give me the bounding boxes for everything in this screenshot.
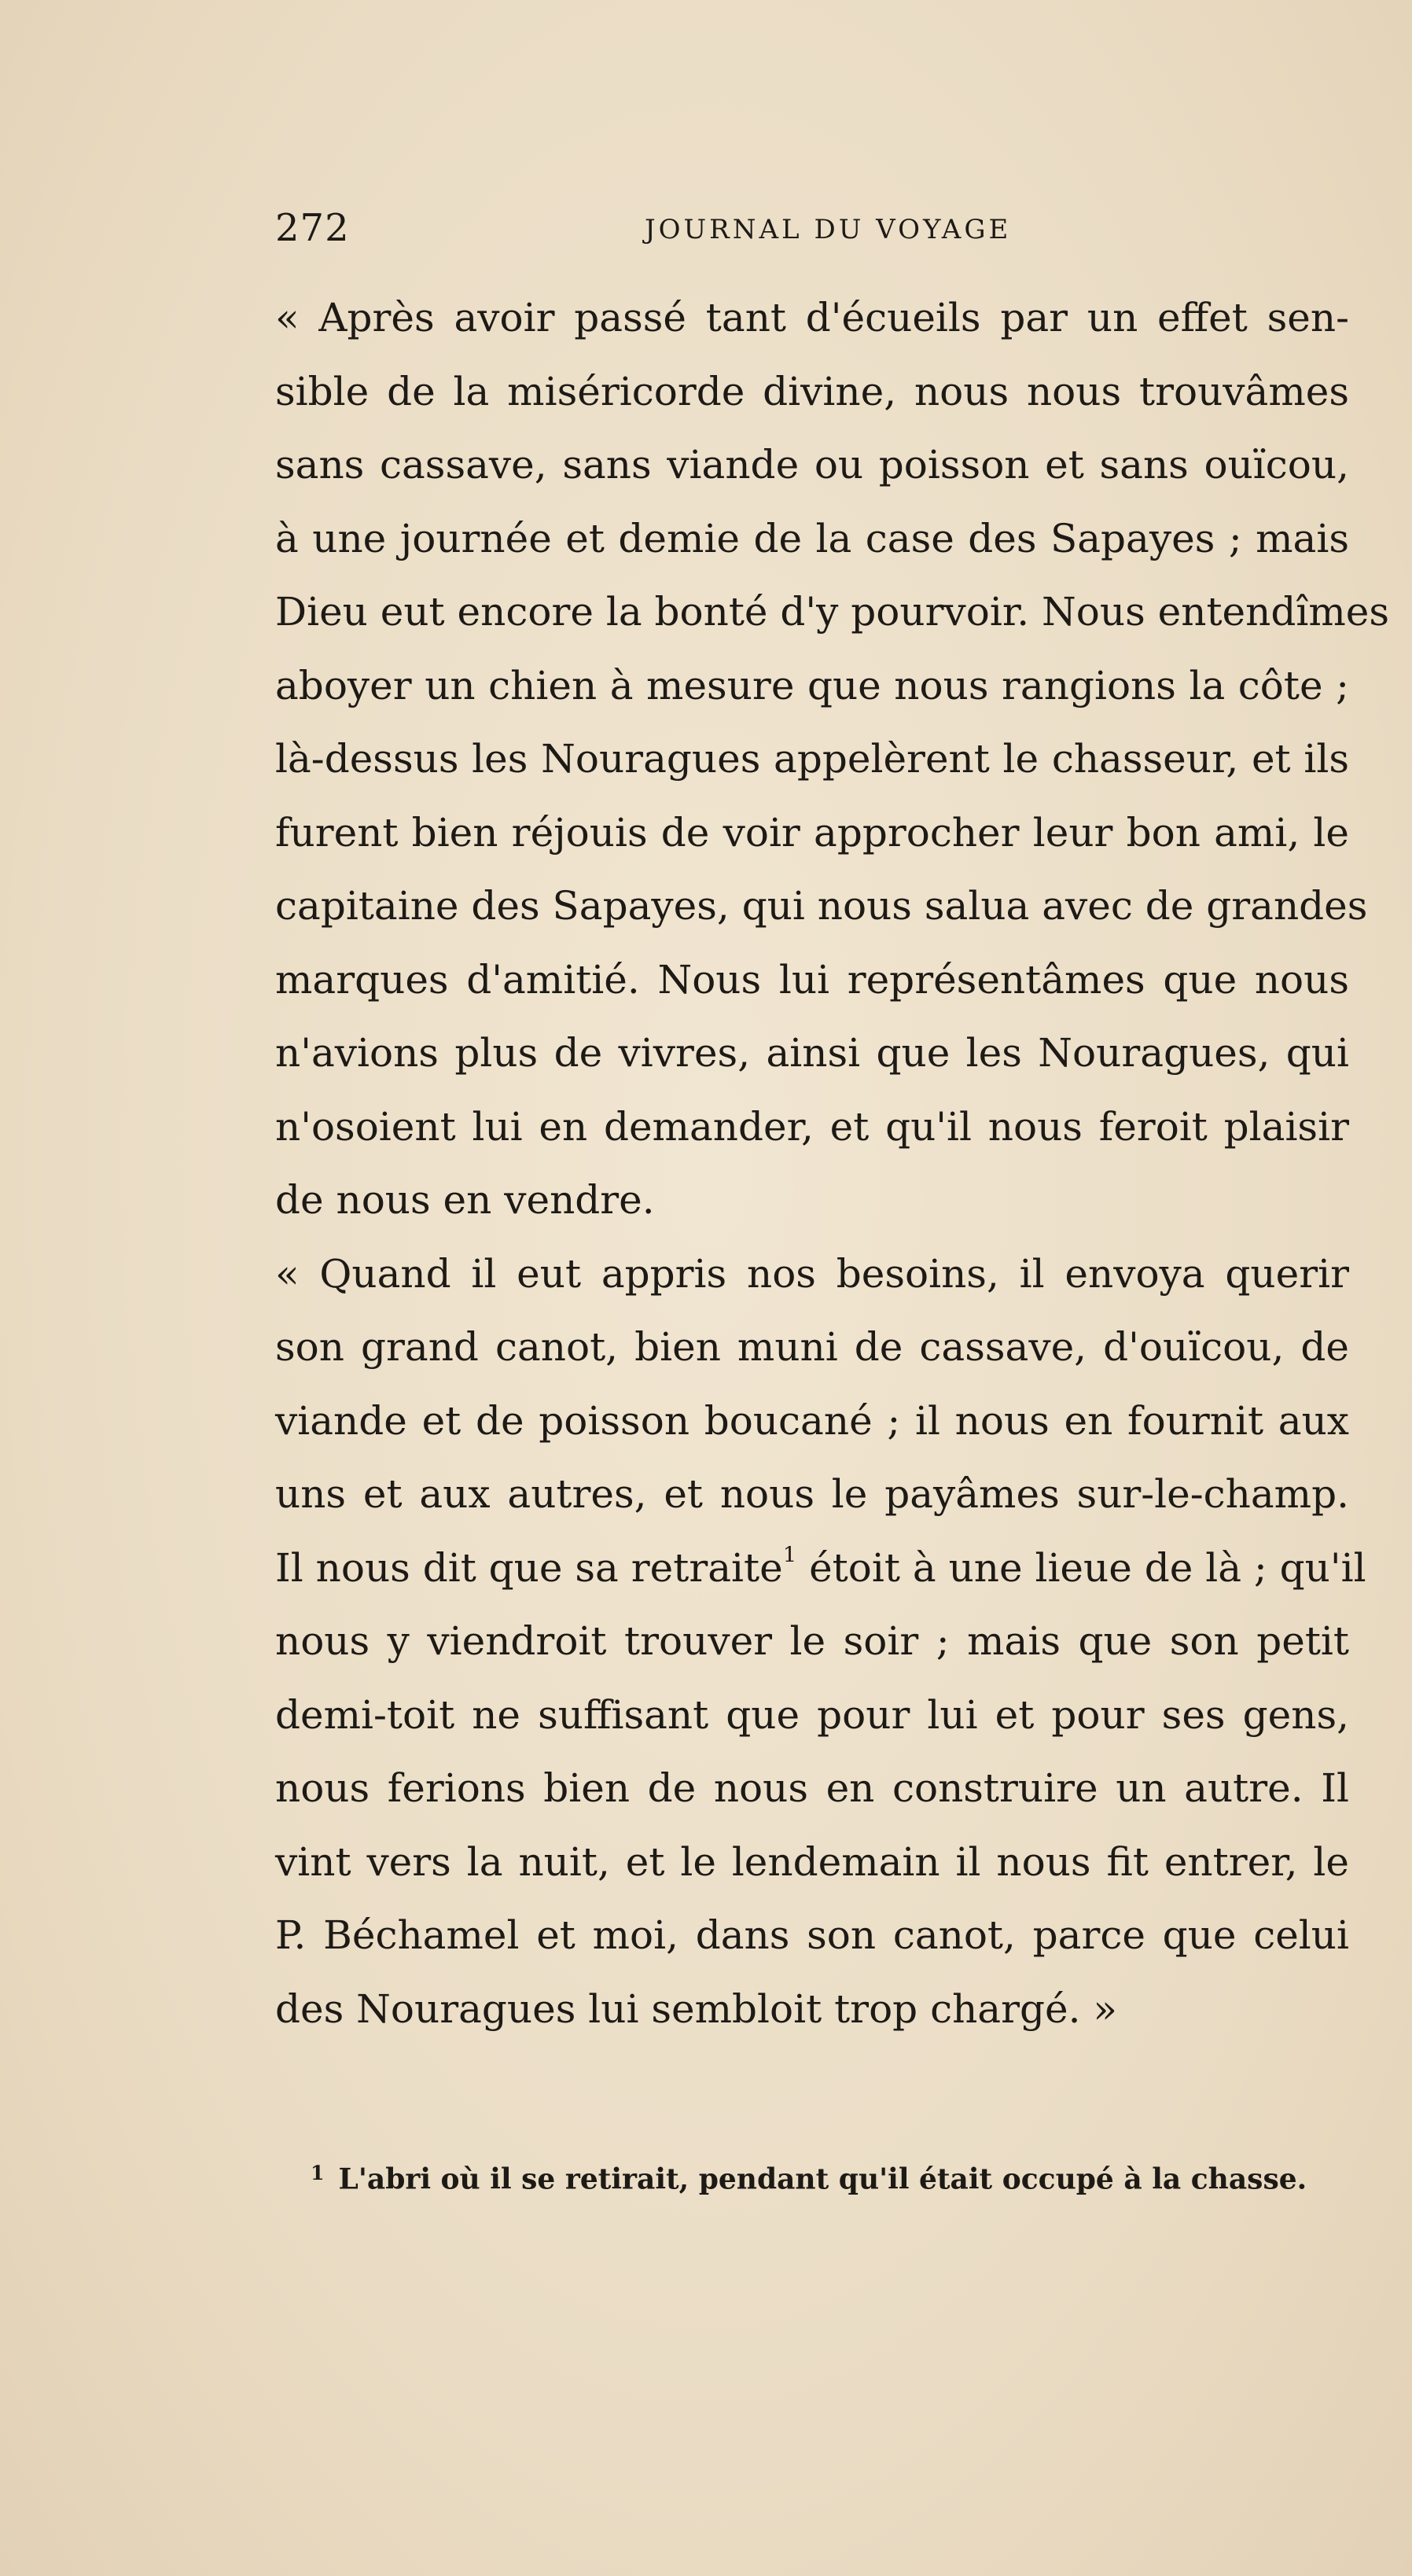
page-header [275,206,1077,261]
text-line: aboyer un chien à mesure que nous rangions la côte ; [275,662,1349,708]
footnote-reference: 1 [782,1541,797,1567]
text-line: capitaine des Sapayes, qui nous salua avec de grandes [275,883,1368,929]
paragraph-1 [275,282,1389,1238]
text-line: Dieu eut encore la bonté d'y pourvoir. Nous entendîmes [275,589,1389,635]
text-line: marques d'amitié. Nous lui représentâmes que nous [275,956,1349,1003]
paragraph-2 [275,1238,1366,2047]
text-line: sans cassave, sans viande ou poisson et sans ouïcou, [275,442,1349,488]
body-text [275,282,1389,2046]
text-line: son grand canot, bien muni de cassave, d'ouïcou, de [275,1324,1349,1370]
text-line: demi-toit ne suffisant que pour lui et pour ses gens, [275,1691,1349,1738]
footnote [311,2153,1333,2199]
text-line: viande et de poisson boucané ; il nous en fournit aux [275,1397,1349,1444]
running-title: JOURNAL DU VOYAGE [645,214,1012,245]
text-line: « Après avoir passé tant d'écueils par un effet sen- [275,295,1349,340]
text-line: des Nouragues lui sembloit trop chargé. » [275,1985,1117,2032]
text-line: à une journée et demie de la case des Sapayes ; mais [275,515,1349,561]
text-line-with-footnote-ref [275,1532,1366,1606]
text-line: n'osoient lui en demander, et qu'il nous feroit plaisir [275,1103,1349,1150]
text-line: sible de la miséricorde divine, nous nous trouvâmes [275,368,1349,414]
text-line: P. Béchamel et moi, dans son canot, parce que celui [275,1912,1349,1958]
footnote-text: L'abri où il se retirait, pendant qu'il était occupé à la chasse. [338,2162,1307,2196]
text-line: nous ferions bien de nous en construire un autre. Il [275,1765,1349,1811]
text-line: n'avions plus de vivres, ainsi que les Nouragues, qui [275,1030,1349,1076]
text-line: là-dessus les Nouragues appelèrent le chasseur, et ils [275,736,1349,782]
text-fragment: Il nous dit que sa retraite [275,1544,783,1591]
text-line: « Quand il eut appris nos besoins, il envoya querir [275,1250,1349,1297]
text-fragment: étoit à une lieue de là ; qu'il [796,1544,1366,1591]
text-line: vint vers la nuit, et le lendemain il nous fit entrer, le [275,1838,1349,1885]
text-line: furent bien réjouis de voir approcher leur bon ami, le [275,809,1349,856]
text-line: uns et aux autres, et nous le payâmes sur-le-champ. [275,1471,1349,1517]
page-number: 272 [275,206,350,250]
text-line: de nous en vendre. [275,1177,655,1223]
text-line: nous y viendroit trouver le soir ; mais que son petit [275,1618,1349,1664]
footnote-marker: 1 [311,2161,325,2184]
